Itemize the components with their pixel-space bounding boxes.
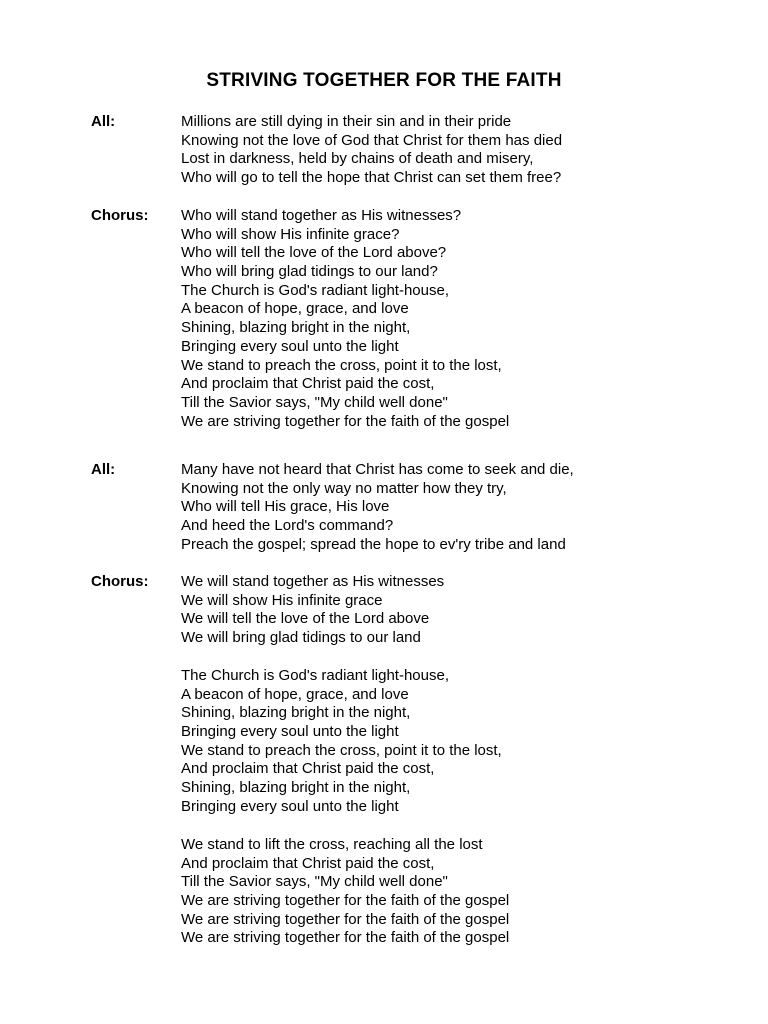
lyric-line: Millions are still dying in their sin and in their pride (181, 113, 512, 130)
lyric-line: Preach the gospel; spread the hope to ev'ry tribe and land (181, 535, 566, 553)
section-label: All: (91, 113, 116, 130)
lyric-line: We will show His infinite grace (181, 591, 383, 609)
lyric-line: Till the Savior says, "My child well done" (181, 873, 448, 891)
lyric-line: We stand to preach the cross, point it to the lost, (181, 356, 502, 374)
lyric-line: Who will go to tell the hope that Christ can set them free? (181, 169, 562, 187)
lyric-line: Who will stand together as His witnesses? (181, 207, 462, 224)
lyric-line: Knowing not the love of God that Christ for them has died (181, 131, 563, 149)
lyric-line: Bringing every soul unto the light (181, 723, 399, 741)
lyric-line: The Church is God's radiant light-house, (181, 667, 450, 684)
section-label: Chorus: (91, 573, 149, 590)
lyric-line: We are striving together for the faith of the gospel (181, 910, 510, 928)
lyrics-lines (181, 207, 509, 431)
lyrics-lines (181, 667, 502, 817)
section-label: All: (91, 461, 116, 478)
lyric-line: Till the Savior says, "My child well done" (181, 393, 448, 411)
lyric-line: We stand to preach the cross, point it to the lost, (181, 741, 502, 759)
lyric-line: And proclaim that Christ paid the cost, (181, 760, 435, 778)
lyric-line: We are striving together for the faith of the gospel (181, 929, 510, 947)
lyrics-lines (181, 461, 574, 554)
lyric-line: We are striving together for the faith of the gospel (181, 892, 510, 910)
lyric-line: Shining, blazing bright in the night, (181, 779, 411, 797)
lyric-line: Who will tell the love of the Lord above? (181, 244, 447, 262)
lyric-line: Who will show His infinite grace? (181, 225, 400, 243)
lyric-line: And proclaim that Christ paid the cost, (181, 854, 435, 872)
lyrics-lines (181, 836, 509, 948)
lyric-line: We stand to lift the cross, reaching all the lost (181, 836, 483, 853)
section-label: Chorus: (91, 207, 149, 224)
lyric-line: A beacon of hope, grace, and love (181, 300, 409, 318)
lyric-line: We will tell the love of the Lord above (181, 610, 430, 628)
lyric-line: A beacon of hope, grace, and love (181, 685, 409, 703)
lyric-line: Who will tell His grace, His love (181, 498, 390, 516)
page-title: STRIVING TOGETHER FOR THE FAITH (206, 70, 562, 91)
lyric-line: Knowing not the only way no matter how they try, (181, 479, 507, 497)
lyric-line: And proclaim that Christ paid the cost, (181, 375, 435, 393)
lyric-line: Many have not heard that Christ has come to seek and die, (181, 461, 574, 478)
lyric-line: We will bring glad tidings to our land (181, 629, 421, 647)
lyric-line: The Church is God's radiant light-house, (181, 281, 450, 299)
lyric-line: And heed the Lord's command? (181, 517, 394, 535)
lyrics-lines (181, 113, 562, 188)
lyrics-lines (181, 573, 444, 648)
lyric-line: Shining, blazing bright in the night, (181, 319, 411, 337)
lyric-line: We will stand together as His witnesses (181, 573, 445, 590)
lyric-line: We are striving together for the faith of the gospel (181, 412, 510, 430)
lyric-line: Who will bring glad tidings to our land? (181, 263, 438, 281)
lyric-line: Shining, blazing bright in the night, (181, 704, 411, 722)
lyric-line: Bringing every soul unto the light (181, 797, 399, 815)
lyric-line: Bringing every soul unto the light (181, 337, 399, 355)
lyric-line: Lost in darkness, held by chains of death and misery, (181, 150, 534, 168)
